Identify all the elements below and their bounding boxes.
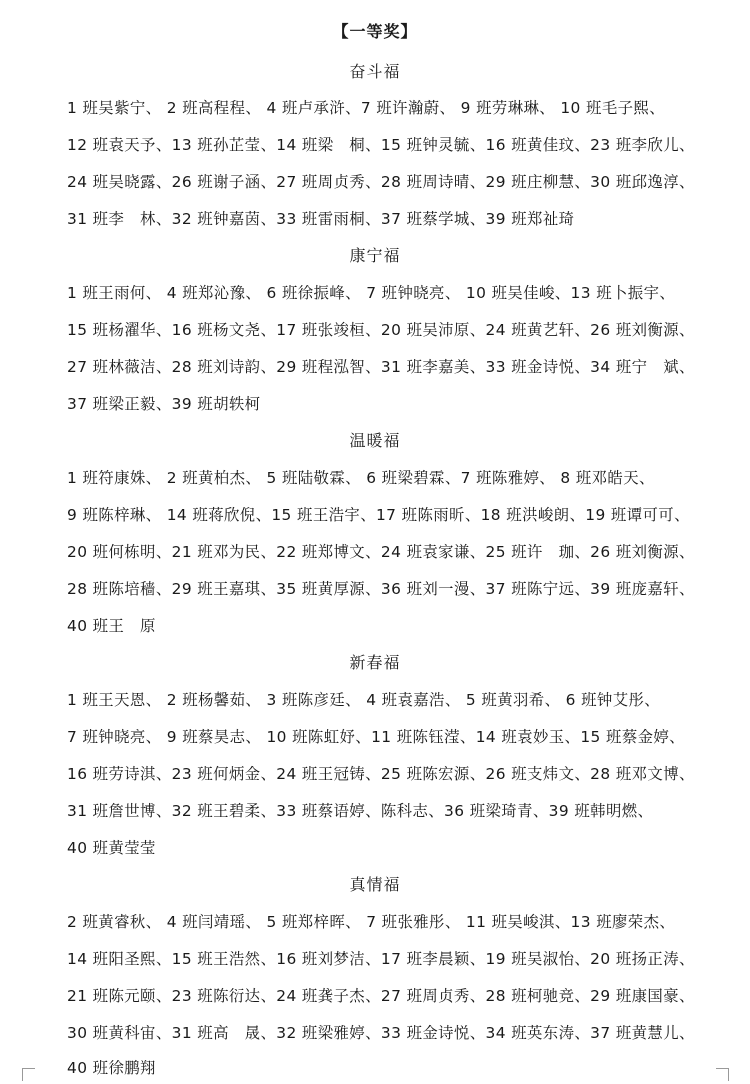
name-line: 37 班梁正毅、39 班胡轶柯: [67, 395, 261, 413]
section-heading-xinchun: 新春福: [349, 653, 401, 672]
name-line: 15 班杨濯华、16 班杨文尧、17 班张竣桓、20 班吴沛原、24 班黄艺轩、26 班刘衡源、: [67, 321, 695, 339]
name-line: 27 班林薇洁、28 班刘诗韵、29 班程泓智、31 班李嘉美、33 班金诗悦、34 班宁 斌、: [67, 358, 695, 376]
name-line: 1 班符康姝、 2 班黄柏杰、 5 班陆敬霖、 6 班梁碧霖、7 班陈雅婷、 8 班邓皓天、: [67, 469, 655, 487]
name-line: 28 班陈培穑、29 班王嘉琪、35 班黄厚源、36 班刘一漫、37 班陈宁远、39 班庞嘉轩、: [67, 580, 695, 598]
name-line: 40 班王 原: [67, 617, 156, 635]
name-line: 24 班吴晓露、26 班谢子涵、27 班周贞秀、28 班周诗晴、29 班庄柳慧、30 班邱逸淳、: [67, 173, 695, 191]
name-line: 31 班李 林、32 班钟嘉茵、33 班雷雨桐、37 班蔡学城、39 班郑祉琦: [67, 210, 575, 228]
name-line: 20 班何栋明、21 班邓为民、22 班郑博文、24 班袁家谦、25 班许 珈、26 班刘衡源、: [67, 543, 695, 561]
name-line: 40 班黄莹莹: [67, 839, 156, 857]
name-line: 40 班徐鹏翔: [67, 1059, 156, 1077]
section-heading-fendou: 奋斗福: [349, 62, 401, 81]
name-line: 31 班詹世博、32 班王碧柔、33 班蔡语婷、陈科志、36 班梁琦青、39 班韩明燃、: [67, 802, 654, 820]
name-line: 21 班陈元颐、23 班陈衍达、24 班龚子杰、27 班周贞秀、28 班柯驰竞、29 班康国豪、: [67, 987, 695, 1005]
section-heading-zhenqing: 真情福: [349, 875, 401, 894]
name-line: 30 班黄科宙、31 班高 晟、32 班梁雅婷、33 班金诗悦、34 班英东涛、37 班黄慧儿、: [67, 1024, 695, 1042]
name-line: 9 班陈梓琳、 14 班蒋欣倪、15 班王浩宇、17 班陈雨昕、18 班洪峻朗、19 班谭可可、: [67, 506, 690, 524]
name-line: 1 班王天恩、 2 班杨馨茹、 3 班陈彦廷、 4 班袁嘉浩、 5 班黄羽希、 6 班钟艾彤、: [67, 691, 661, 709]
name-line: 16 班劳诗淇、23 班何炳金、24 班王冠铸、25 班陈宏源、26 班支炜文、28 班邓文博、: [67, 765, 695, 783]
document-title: 【一等奖】: [332, 22, 418, 41]
name-line: 14 班阳圣熙、15 班王浩然、16 班刘梦洁、17 班李晨颖、19 班吴淑怡、20 班扬正涛、: [67, 950, 695, 968]
name-line: 1 班吴紫宁、 2 班高程程、 4 班卢承浒、7 班许瀚蔚、 9 班劳琳琳、 10 班毛子熙、: [67, 99, 665, 117]
name-line: 7 班钟晓亮、 9 班蔡昊志、 10 班陈虹妤、11 班陈钰滢、14 班袁妙玉、15 班蔡金婷、: [67, 728, 685, 746]
name-line: 12 班袁天予、13 班孙芷莹、14 班梁 桐、15 班钟灵毓、16 班黄佳玟、23 班李欣儿、: [67, 136, 695, 154]
name-line: 2 班黄睿秋、 4 班闫靖瑶、 5 班郑梓晖、 7 班张雅彤、 11 班吴峻淇、13 班廖荣杰、: [67, 913, 676, 931]
section-heading-wennuan: 温暖福: [349, 431, 401, 450]
section-heading-kangning: 康宁福: [349, 246, 401, 265]
name-line: 1 班王雨何、 4 班郑沁豫、 6 班徐振峰、 7 班钟晓亮、 10 班吴佳峻、13 班卜振宇、: [67, 284, 676, 302]
page-corner-mark-left: [22, 1068, 35, 1081]
page-corner-mark-right: [716, 1068, 729, 1081]
